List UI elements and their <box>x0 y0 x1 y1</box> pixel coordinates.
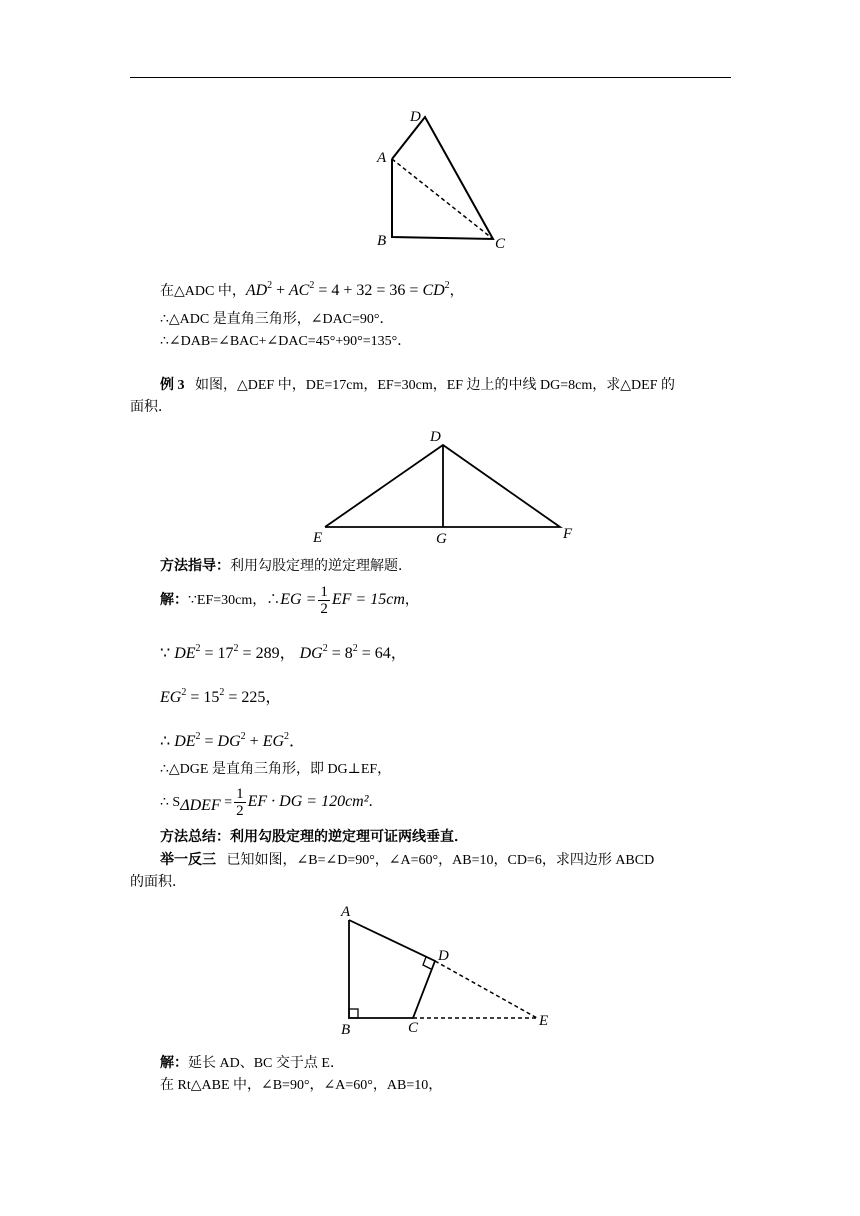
fig2-label-g: G <box>436 531 447 547</box>
method-summary: 方法总结：利用勾股定理的逆定理可证两线垂直． <box>160 830 468 845</box>
fig3-label-c: C <box>408 1020 419 1036</box>
fig2-label-d: D <box>430 429 441 445</box>
method-guide: 方法指导：利用勾股定理的逆定理解题． <box>160 559 412 574</box>
solution-step-3: $EG^2 = 15^2 = 225$， <box>160 687 282 706</box>
fig3-label-d: D <box>438 948 449 964</box>
practice-line-1: 举一反三 已知如图，∠B=∠D=90°，∠A=60°，AB=10，CD=6，求四边形 ABCD <box>160 853 655 868</box>
fig1-label-d: D <box>410 109 421 125</box>
solution2-line-2: 在 Rt△ABE 中，∠B=90°，∠A=60°，AB=10， <box>160 1078 443 1093</box>
solution-step-6: ∴ $S_{\Delta DEF}$ = $\frac{1}{2}$ EF · DG = 120cm²． <box>160 786 383 820</box>
fig1-label-a: A <box>377 150 387 166</box>
fig3-label-e: E <box>539 1013 549 1029</box>
text-line-2: ∴△ADC 是直角三角形，∠DAC=90°． <box>160 312 394 327</box>
fig1-label-c: C <box>495 236 506 252</box>
figure-quadrilateral-abcd <box>360 100 530 260</box>
figure-quadrilateral-abcd-extended <box>330 898 560 1038</box>
text-line-1: 在△ADC 中，$AD^2 + AC^2 = 4 + 32 = 36 = CD^2$， <box>160 280 464 299</box>
text-line-3: ∴∠DAB=∠BAC+∠DAC=45°+90°=135°． <box>160 334 412 349</box>
solution-step-4: ∴ $DE^2 = DG^2 + EG^2$． <box>160 731 306 750</box>
example-3-line-2: 面积． <box>130 400 172 415</box>
solution2-line-1: 解：延长 AD、BC 交于点 E． <box>160 1056 344 1071</box>
solution-step-5: ∴△DGE 是直角三角形，即 DG⊥EF， <box>160 762 392 777</box>
example-3-line-1: 例 3 如图，△DEF 中，DE=17cm，EF=30cm，EF 边上的中线 DG=8cm，求△DEF 的 <box>160 378 675 393</box>
solution-step-2: ∵ $DE^2 = 17^2 = 289$， $DG^2 = 8^2 = 64$， <box>160 643 407 662</box>
fig2-label-e: E <box>313 530 323 546</box>
header-rule <box>130 77 731 78</box>
fig3-label-a: A <box>341 904 351 920</box>
example-3-label: 例 3 <box>160 378 185 393</box>
figure-triangle-def <box>305 425 595 550</box>
fig1-label-b: B <box>377 233 387 249</box>
fig2-label-f: F <box>563 526 573 542</box>
practice-line-2: 的面积． <box>130 875 186 890</box>
fig3-label-b: B <box>341 1022 351 1038</box>
solution-step-1: 解：∵EF=30cm，∴EG = $\frac{1}{2}$ EF = 15cm， <box>160 584 419 618</box>
